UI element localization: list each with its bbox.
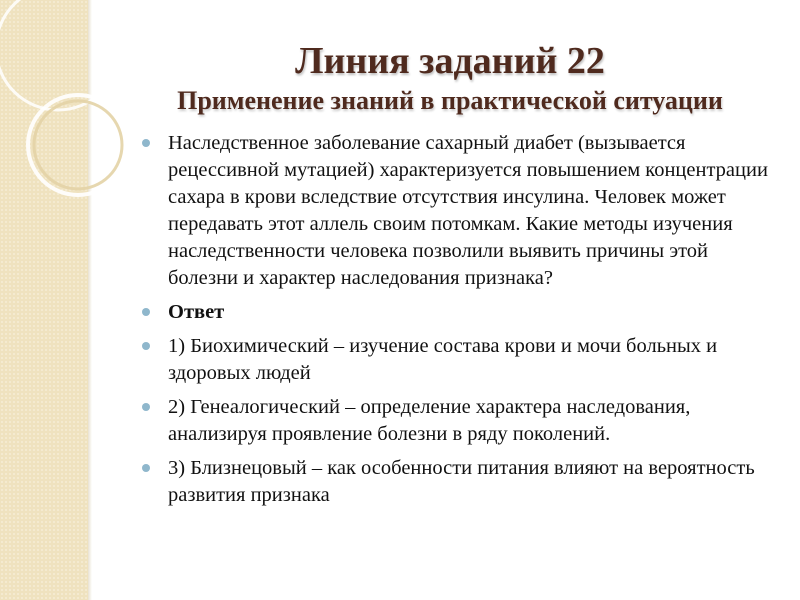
decorative-rings	[0, 0, 160, 260]
bullet-item-answer-heading	[140, 299, 780, 326]
bullet-text-answer-heading: Ответ	[168, 301, 225, 323]
bullet-text-method-2: 2) Генеалогический – определение характера наследования, анализируя проявление болезни в ряду поколений.	[168, 396, 691, 445]
bullet-dot-icon	[142, 139, 150, 147]
bullet-item-question	[140, 130, 780, 292]
slide-title: Линия заданий 22	[295, 40, 605, 82]
bullet-text-method-1: 1) Биохимический – изучение состава крови и мочи больных и здоровых людей	[168, 335, 718, 384]
bullet-dot-icon	[142, 403, 150, 411]
bullet-item-method-3	[140, 455, 780, 509]
slide-subtitle: Применение знаний в практической ситуации	[177, 86, 723, 115]
bullet-dot-icon	[142, 308, 150, 316]
bullet-item-method-2	[140, 394, 780, 448]
bullet-text-method-3: 3) Близнецовый – как особенности питания влияют на вероятность развития признака	[168, 457, 755, 506]
bullet-item-method-1	[140, 333, 780, 387]
bullet-dot-icon	[142, 464, 150, 472]
bullet-list	[140, 130, 780, 516]
bullet-dot-icon	[142, 342, 150, 350]
bullet-text-question: Наследственное заболевание сахарный диабет (вызывается рецессивной мутацией) характеризуется повышением концентрации сахара в крови вследствие отсутствия инсулина. Человек может передавать этот аллель своим потомкам. Какие методы изучения наследственности человека позволили выявить причины этой болезни и характер наследования признака?	[168, 132, 768, 289]
